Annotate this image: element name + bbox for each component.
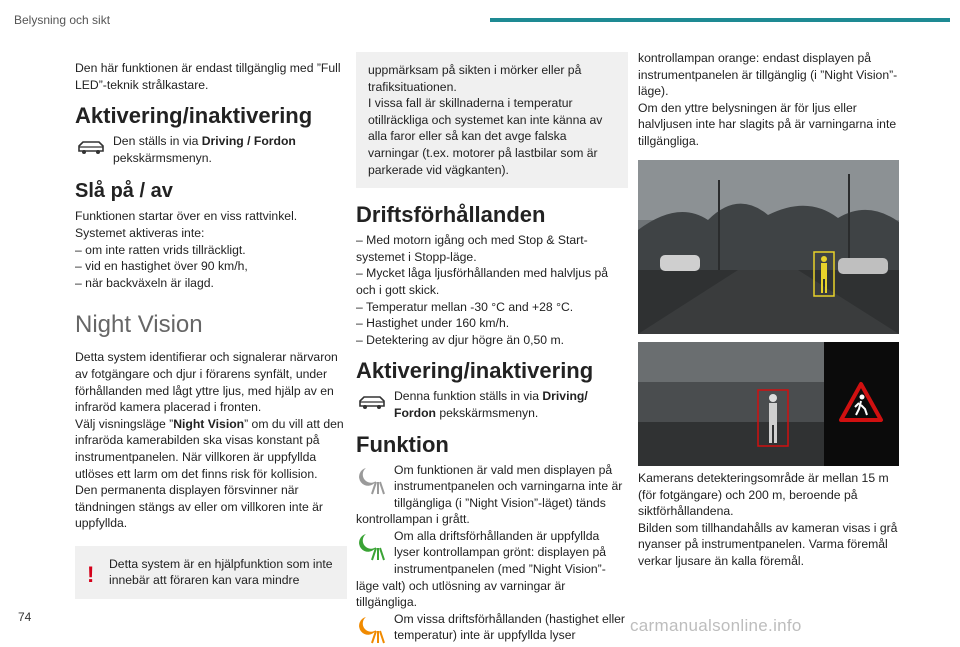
warning-text: Detta system är en hjälpfunktion som inte innebär att föraren kan vara mindre [109,556,333,588]
col3-line: kontrollampan orange: endast displayen på instrumentpanelen är tillgänglig (i ”Night Vision”-läge). [638,51,898,99]
pedestrian-alert-photo [638,342,899,466]
night-vision-green-lamp-icon [356,530,388,562]
col3-line: Om den yttre belysningen är för ljus eller halvljusen inte har slagits på är varningarna inte tillgängliga. [638,100,897,148]
heading-activation-2: Aktivering/inaktivering [356,358,594,384]
heading-night-vision: Night Vision [75,311,203,339]
list-item: – Med motorn igång och med Stop & Start-systemet i Stopp-läge. [356,233,588,264]
caption-line: Bilden som tillhandahålls av kameran visas i grå nyanser på instrumentpanelen. Varma föremål verkar ljusare än kalla föremål. [638,520,898,568]
night-vision-grey-lamp-icon [356,464,388,496]
watermark: carmanualsonline.info [630,616,802,635]
list-item: – Detektering av djur högre än 0,50 m. [356,332,564,347]
column-2 [356,52,628,647]
night-vision-text: Detta system identifierar och signalerar närvaron av fotgängare och djur i förarens synfält, under förhållanden med lågt yttre ljus, med hjälp av en infraröd kamera placerad i fronten. [75,350,338,415]
warning-box-continued [356,52,628,188]
warning-icon: ! [87,561,95,587]
list-item: – Mycket låga ljusförhållanden med halvljus på och i gott skick. [356,266,609,297]
header-title: Belysning och sikt [14,13,111,27]
photo-caption [638,470,910,570]
header-accent-bar [490,18,950,22]
activation-text-2: Denna funktion ställs in via Driving/ Fordon pekskärmsmenyn. [394,389,588,420]
activation-row [75,133,347,166]
activation-row-2 [356,388,628,421]
caption-line: Kamerans detekteringsområde är mellan 15 m (för fotgängare) och 200 m, beroende på siktförhållandena. [638,471,889,519]
list-item: – när backväxeln är ilagd. [75,275,214,290]
night-vision-permanent: Den permanenta displayen försvinner när tändningen stängs av eller om villkoren inte är uppfyllda. [75,483,323,531]
function-grey: Om funktionen är vald men displayen på instrumentpanelen och varningarna inte är tillgängliga (i ”Night Vision”-läget) tänds kontrollampan i grått. [356,462,623,527]
night-vision-select: Välj visningsläge ”Night Vision” om du vill att den infraröda kamerabilden ska visas konstant på instrumentpanelen. När villkoren är uppfyllda utlöses ett larm om det finns risk för kollision. [75,416,344,481]
box-line: I vissa fall är skillnaderna i temperatur otillräckliga och systemet kan inte känna av alla faror eller så kan det avge falska varningar (t.ex. motorer på lastbilar som är parkerade vid vägkanten). [368,96,603,177]
activation-text: Den ställs in via Driving / Fordon pekskärmsmenyn. [113,134,296,165]
warning-box [75,546,347,599]
list-item: – Temperatur mellan -30 °C and +28 °C. [356,299,574,314]
heading-conditions: Driftsförhållanden [356,202,546,228]
car-settings-icon [75,133,107,161]
heading-on-off: Slå på / av [75,180,173,203]
night-vision-orange-lamp-icon [356,613,388,645]
column-3 [638,50,910,150]
list-item: – Hastighet under 160 km/h. [356,316,510,331]
box-line: uppmärksam på sikten i mörker eller på trafiksituationen. [368,63,582,94]
conditions-list [356,232,628,348]
column-1 [75,52,347,599]
night-vision-road-photo [638,160,899,334]
page-number: 74 [18,610,32,624]
function-green: Om alla driftsförhållanden är uppfyllda lyser kontrollampan grönt: displayen på instrumentpanelen (med ”Night Vision”-läge valt) och utlösning av varningar är tillgängliga. [356,528,607,610]
intro-text: Den här funktionen är endast tillgänglig med ”Full LED”-teknik strålkastare. [75,61,341,92]
list-item: – vid en hastighet över 90 km/h, [75,259,248,274]
car-settings-icon [356,388,388,416]
list-item: Funktionen startar över en viss rattvinkel. [75,209,298,224]
heading-activation: Aktivering/inaktivering [75,103,313,129]
on-off-list [75,208,347,291]
list-item: – om inte ratten vrids tillräckligt. [75,242,246,257]
heading-function: Funktion [356,431,449,457]
function-orange: Om vissa driftsförhållanden (hastighet eller temperatur) inte är uppfyllda lyser [356,611,628,644]
list-item: Systemet aktiveras inte: [75,225,205,240]
